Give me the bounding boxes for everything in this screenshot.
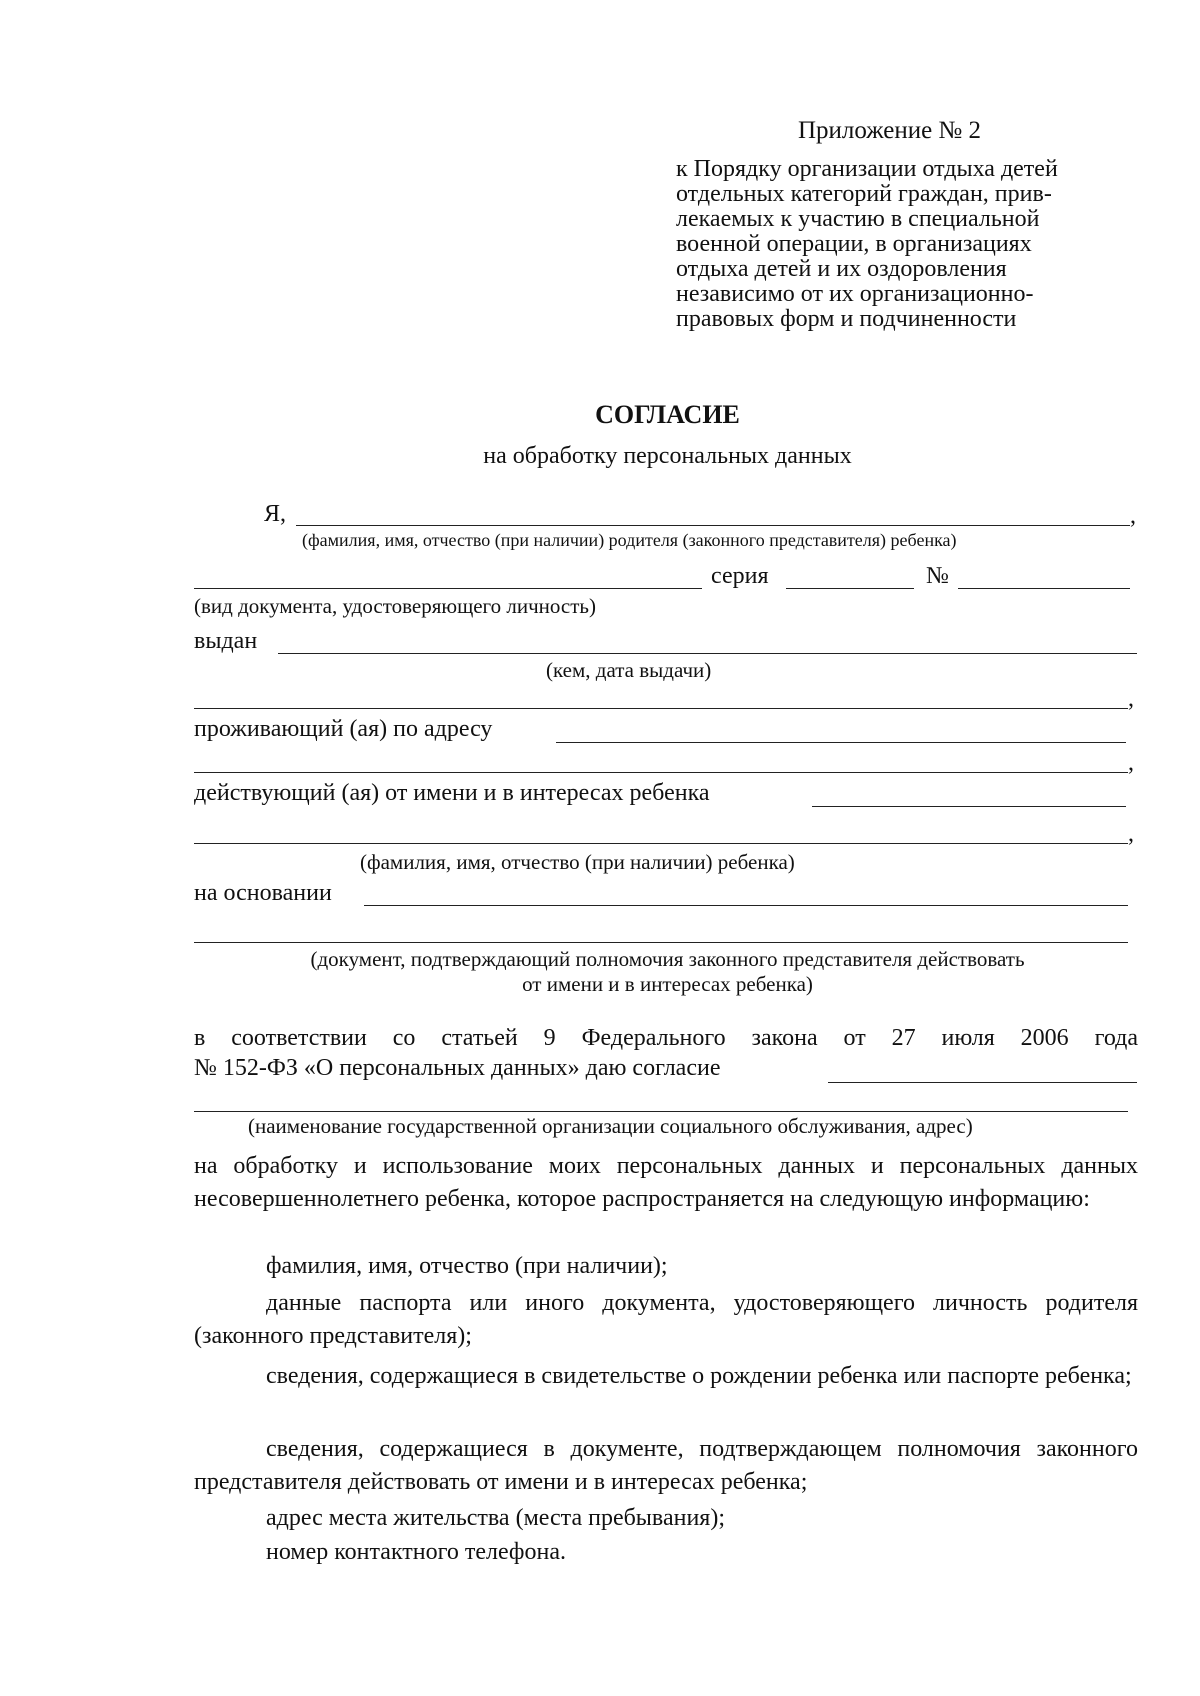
document-title: СОГЛАСИЕ xyxy=(595,400,740,429)
issued-field-continuation[interactable] xyxy=(194,708,1128,709)
address-field-continuation[interactable] xyxy=(194,772,1128,773)
basis-label: на основании xyxy=(194,880,332,906)
appendix-line: правовых форм и подчиненности xyxy=(676,306,1017,332)
comma: , xyxy=(1128,821,1134,847)
comma: , xyxy=(1128,750,1134,776)
organization-field[interactable] xyxy=(828,1082,1137,1083)
law-line: в соответствии со статьей 9 Федерального закона от 27 июля 2006 года xyxy=(194,1025,1138,1051)
organization-caption: (наименование государственной организации социального обслуживания, адрес) xyxy=(248,1114,973,1138)
acting-label: действующий (ая) от имени и в интересах ребенка xyxy=(194,780,710,806)
law-line: № 152-ФЗ «О персональных данных» даю согласие xyxy=(194,1055,721,1081)
child-name-caption: (фамилия, имя, отчество (при наличии) ребенка) xyxy=(360,850,795,874)
address-field[interactable] xyxy=(556,742,1126,743)
basis-field-continuation[interactable] xyxy=(194,942,1128,943)
basis-caption: (документ, подтверждающий полномочия законного представителя действовать xyxy=(310,947,1025,971)
comma: , xyxy=(1128,686,1134,712)
parent-name-caption: (фамилия, имя, отчество (при наличии) родителя (законного представителя) ребенка) xyxy=(302,530,957,550)
acting-field[interactable] xyxy=(812,806,1126,807)
appendix-line: независимо от их организационно- xyxy=(676,281,1034,307)
list-item: номер контактного телефона. xyxy=(266,1539,566,1565)
child-name-field[interactable] xyxy=(194,843,1128,844)
list-item: данные паспорта или иного документа, удостоверяющего личность родителя (законного представителя); xyxy=(194,1290,1138,1349)
issued-field[interactable] xyxy=(278,653,1137,654)
address-label: проживающий (ая) по адресу xyxy=(194,716,493,742)
series-label: серия xyxy=(711,563,769,589)
number-field[interactable] xyxy=(958,588,1130,589)
parent-name-field[interactable] xyxy=(296,525,1130,526)
consent-text: на обработку и использование моих персональных данных и персональных данных несовершеннолетнего ребенка, которое распространяется на следующую информацию: xyxy=(194,1153,1138,1212)
comma: , xyxy=(1130,503,1136,529)
number-label: № xyxy=(926,563,949,589)
appendix-line: отдыха детей и их оздоровления xyxy=(676,256,1007,282)
basis-caption: от имени и в интересах ребенка) xyxy=(522,972,813,996)
list-item: сведения, содержащиеся в свидетельстве о рождении ребенка или паспорте ребенка; xyxy=(266,1363,1132,1389)
issued-label: выдан xyxy=(194,628,258,654)
organization-field-continuation[interactable] xyxy=(194,1111,1128,1112)
appendix-line: лекаемых к участию в специальной xyxy=(676,206,1040,232)
document-type-caption: (вид документа, удостоверяющего личность) xyxy=(194,594,597,618)
list-item: сведения, содержащиеся в документе, подтверждающем полномочия законного представителя действовать от имени и в интересах ребенка; xyxy=(194,1436,1138,1495)
basis-field[interactable] xyxy=(364,905,1128,906)
list-item: адрес места жительства (места пребывания); xyxy=(266,1505,725,1531)
document-type-field[interactable] xyxy=(194,588,702,589)
appendix-line: отдельных категорий граждан, прив- xyxy=(676,181,1052,207)
series-field[interactable] xyxy=(786,588,914,589)
appendix-line: к Порядку организации отдыха детей xyxy=(676,156,1058,182)
appendix-reference xyxy=(676,157,1116,332)
appendix-line: военной операции, в организациях xyxy=(676,231,1032,257)
document-subtitle: на обработку персональных данных xyxy=(483,443,852,469)
appendix-title: Приложение № 2 xyxy=(798,117,982,144)
issued-caption: (кем, дата выдачи) xyxy=(546,658,712,682)
ya-label: Я, xyxy=(264,501,287,527)
list-item: фамилия, имя, отчество (при наличии); xyxy=(266,1253,668,1279)
